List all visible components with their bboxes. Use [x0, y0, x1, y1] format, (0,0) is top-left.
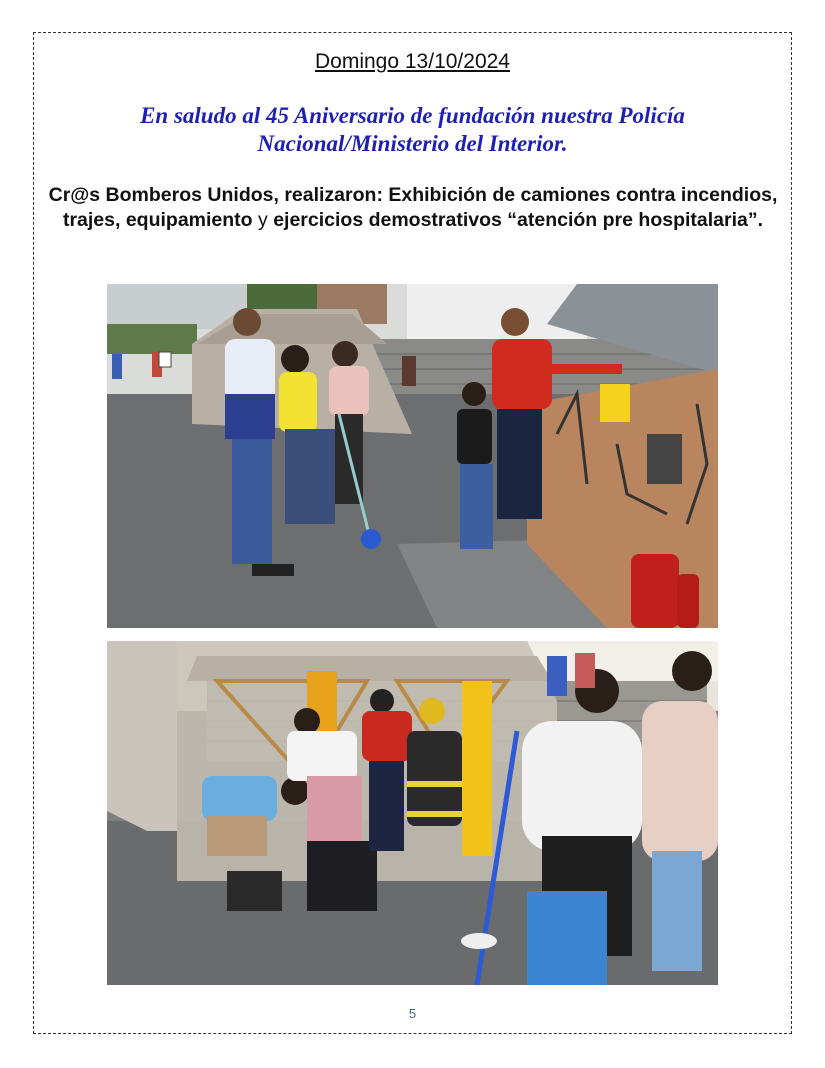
photo-prehospital-demo	[107, 641, 718, 985]
description-connector: y	[252, 209, 274, 231]
photo-exhibition-street	[107, 284, 718, 628]
description	[48, 183, 778, 233]
description-part2: ejercicios demostrativos “atención pre hospitalaria”.	[273, 209, 764, 231]
description-part1: Cr@s Bomberos Unidos, realizaron: Exhibición de camiones contra incendios, trajes, equipamiento	[48, 184, 778, 231]
heading: En saludo al 45 Aniversario de fundación nuestra Policía Nacional/Ministerio del Interior.	[140, 103, 685, 156]
page-number: 5	[408, 1006, 417, 1021]
date-line: Domingo 13/10/2024	[315, 50, 510, 73]
